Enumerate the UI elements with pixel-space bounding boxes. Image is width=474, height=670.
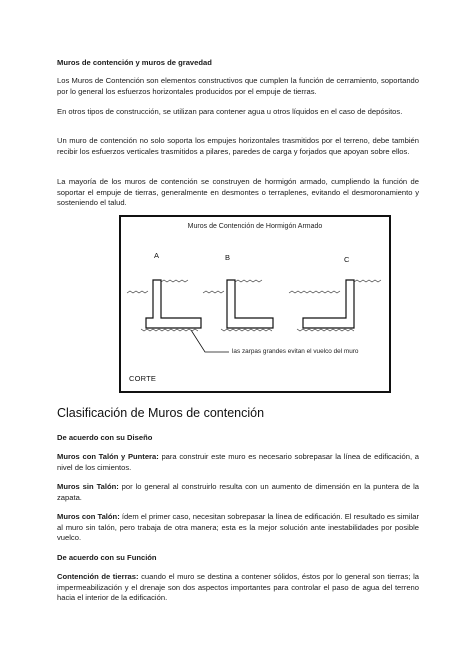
ground-b-left [203,291,224,293]
paragraph-3: Un muro de contención no solo soporta los empujes horizontales trasmitidos por el terreno, debe también recibir los esfuerzos verticales trasmitidos a pilares, paredes de carga y forjados que apoyan sobre ellos. [57,136,419,156]
ground-b-base [221,329,272,331]
item-con-talon [57,512,419,544]
item-con-talon-term: Muros con Talón: [57,512,120,521]
heading-muros-contencion: Muros de contención y muros de gravedad [57,58,212,67]
subheading-funcion: De acuerdo con su Función [57,553,157,562]
label-a: A [154,251,160,260]
item-talon-puntera-term: Muros con Talón y Puntera: [57,452,159,461]
item-talon-puntera [57,452,419,473]
wall-b [227,280,273,328]
ground-c-right [354,280,381,282]
paragraph-4: La mayoría de los muros de contención se construyen de hormigón armado, cumpliendo la función de soportar el empuje de tierras, generalmente en desmontes o terraplenes, evitando el desmoronamiento y sosteniendo el talud. [57,177,419,208]
figure-title: Muros de Contención de Hormigón Armado [187,223,323,230]
wall-c [303,280,354,328]
note-leader-line [191,330,229,352]
ground-c-left [289,291,340,293]
figure-corte-label: CORTE [129,374,157,383]
section-title: Clasificación de Muros de contención [57,406,265,420]
item-contencion-tierras [57,572,419,604]
item-contencion-tierras-text: cuando el muro se destina a contener sólidos, éstos por lo general son tierras; la impermeabilización y el drenaje son dos aspectos importantes para controlar el paso de agua del terreno hacia el interior de la edificación. [57,572,420,603]
ground-a-left [127,291,148,293]
ground-b-right [235,280,262,282]
item-contencion-tierras-term: Contención de tierras: [57,572,139,581]
item-talon-puntera-text: para construir este muro es necesario sobrepasar la línea de edificación, a nivel de los cimientos. [57,452,420,472]
subheading-diseno: De acuerdo con su Diseño [57,433,153,442]
item-con-talon-text: ídem el primer caso, necesitan sobrepasar la línea de edificación. El resultado es similar al muro sin talón, pero trabaja de otra manera; esta es la mejor solución ante inestabilidades por posible vuelco. [57,512,419,543]
ground-c-base [297,329,354,331]
wall-a [146,280,201,328]
retaining-wall-figure [119,215,391,393]
item-sin-talon-text: por lo general al construirlo resulta con un aumento de dimensión en la puntera de la zapata. [57,482,419,502]
ground-a-right [161,280,188,282]
paragraph-2: En otros tipos de construcción, se utilizan para contener agua u otros líquidos en el caso de depósitos. [57,107,403,116]
walls-drawing [121,217,389,391]
label-c: C [344,255,350,264]
item-sin-talon-term: Muros sin Talón: [57,482,119,491]
paragraph-1: Los Muros de Contención son elementos constructivos que cumplen la función de cerramiento, soportando por lo general los esfuerzos horizontales producidos por el empuje de tierras. [57,76,419,96]
item-sin-talon [57,482,419,503]
label-b: B [225,253,231,262]
figure-note: las zarpas grandes evitan el vuelco del muro [232,348,359,355]
ground-a-base [141,329,198,331]
